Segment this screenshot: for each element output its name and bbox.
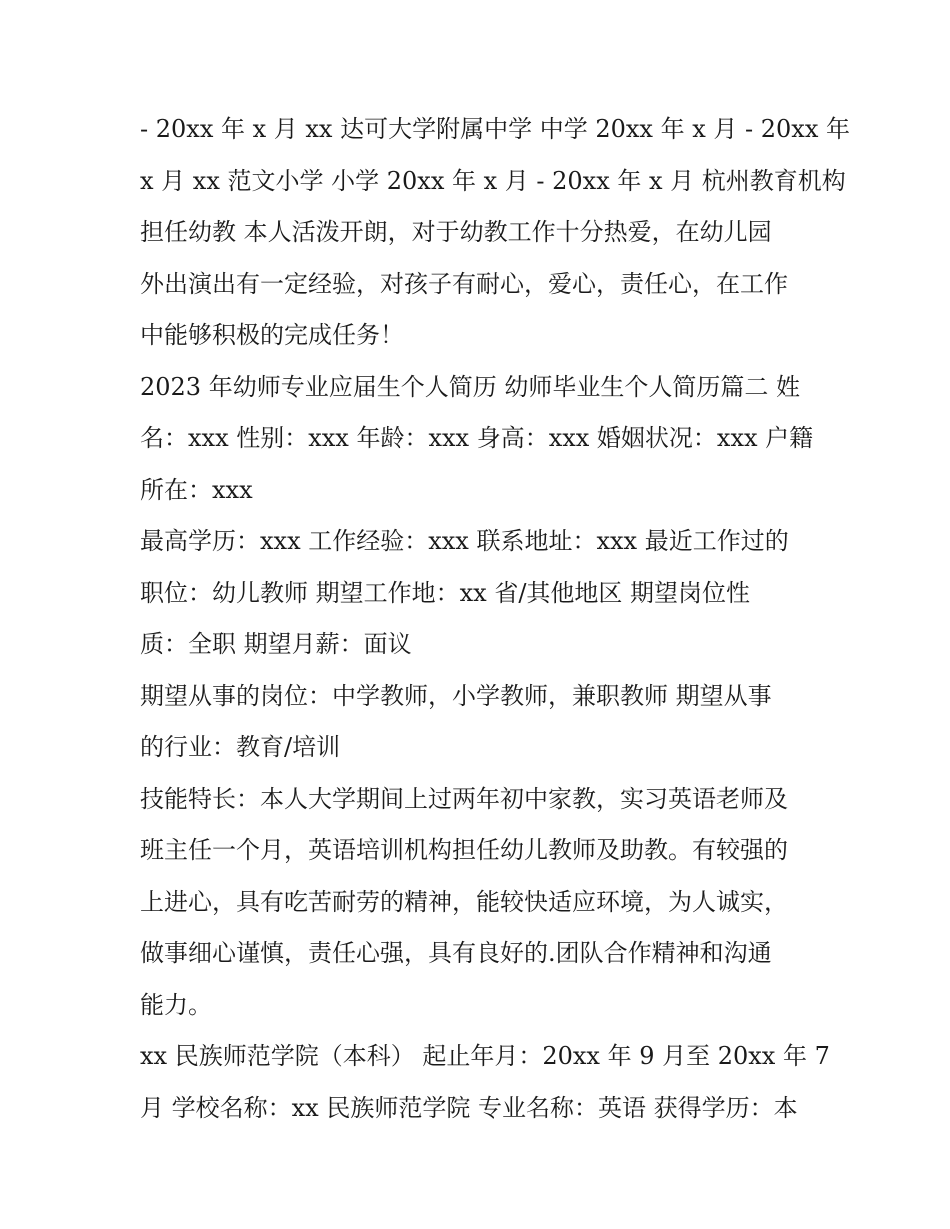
text-line: 质：全职 期望月薪：面议 [140,630,412,658]
text-line: xx 民族师范学院（本科） 起止年月：20xx 年 9 月至 20xx 年 7 [140,1042,830,1070]
text-line: 技能特长：本人大学期间上过两年初中家教，实习英语老师及 [140,784,788,813]
text-line: 月 学校名称：xx 民族师范学院 专业名称：英语 获得学历：本 [140,1093,798,1122]
text-line: x 月 xx 范文小学 小学 20xx 年 x 月 - 20xx 年 x 月 杭州教育机构 [140,166,846,195]
text-line: 做事细心谨慎，责任心强，具有良好的.团队合作精神和沟通 [140,939,772,967]
text-line: 期望从事的岗位：中学教师，小学教师，兼职教师 期望从事 [140,681,772,710]
text-line: 中能够积极的完成任务！ [140,321,404,349]
text-line: 能力。 [140,990,212,1019]
text-line: 的行业：教育/培训 [140,733,341,761]
text-line: 所在：xxx [140,475,253,504]
text-line: 2023 年幼师专业应届生个人简历 幼师毕业生个人简历篇二 姓 [140,372,800,401]
text-line: 外出演出有一定经验，对孩子有耐心，爱心，责任心，在工作 [140,269,788,298]
text-line: 担任幼教 本人活泼开朗，对于幼教工作十分热爱，在幼儿园 [140,218,772,246]
text-line: 班主任一个月，英语培训机构担任幼儿教师及助教。有较强的 [140,836,788,864]
text-line: 名：xxx 性别：xxx 年龄：xxx 身高：xxx 婚姻状况：xxx 户籍 [140,424,814,452]
text-line: - 20xx 年 x 月 xx 达可大学附属中学 中学 20xx 年 x 月 - 20xx 年 [140,115,850,143]
text-line: 上进心，具有吃苦耐劳的精神，能较快适应环境，为人诚实， [140,887,788,916]
document-body [140,104,850,1134]
text-line: 最高学历：xxx 工作经验：xxx 联系地址：xxx 最近工作过的 [140,527,789,555]
text-line: 职位：幼儿教师 期望工作地：xx 省/其他地区 期望岗位性 [140,578,751,607]
